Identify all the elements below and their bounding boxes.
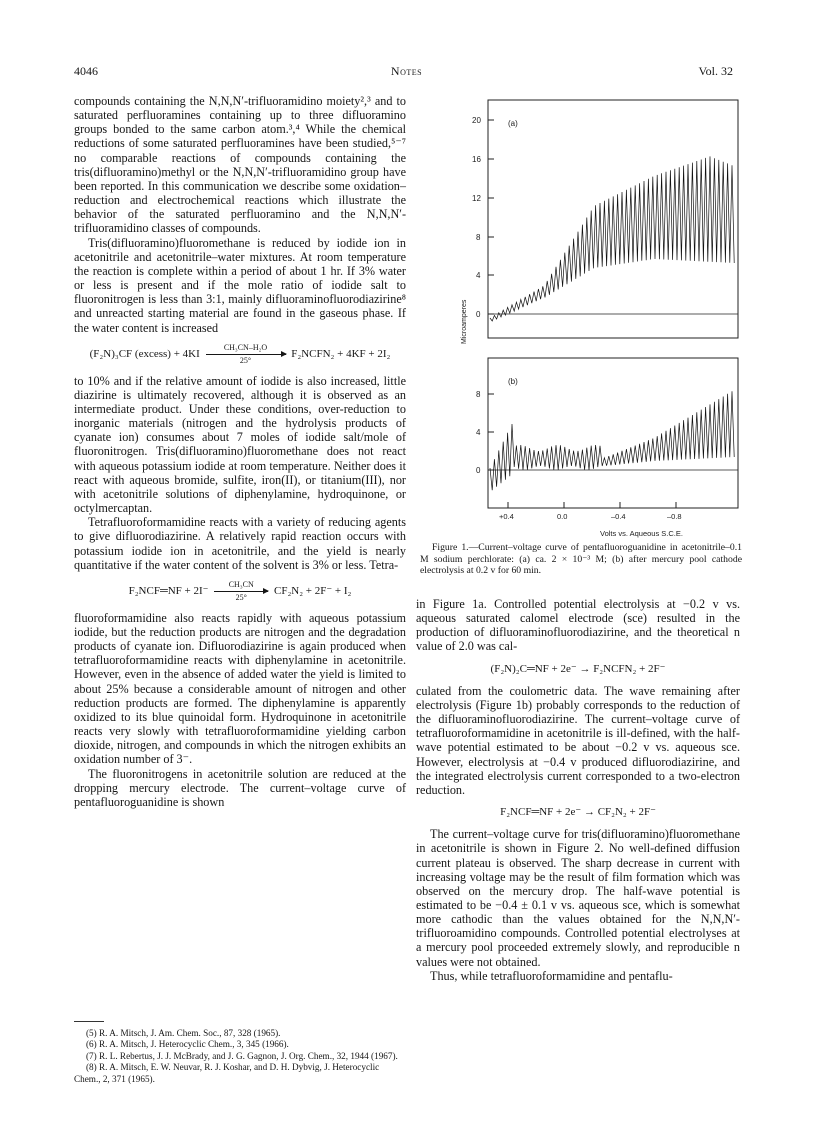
reaction-arrow: $\frac{\text{CH₃CN}}{25^\circ}$ [214, 580, 268, 603]
paragraph: The fluoronitrogens in acetonitrile solution are reduced at the dropping mercury electrode. The current–voltage curve of pentafluoroguanidine is shown [74, 766, 406, 809]
equation: (F₂N)₃CF (excess) + 4KI $\frac{\text{CH₃CN–H₂O}}{25^\circ}$ F₂NCFN₂ + 4KF + 2I₂ [89, 342, 391, 365]
panel-a-frame [488, 100, 738, 338]
tick-label: –0.4 [611, 512, 626, 521]
equation: (F₂N)₂C═NF + 2e⁻ → F₂NCFN₂ + 2F⁻ [490, 662, 666, 675]
panel-b-y-ticks [476, 390, 494, 475]
tick-label: 4 [476, 271, 481, 280]
tick-label: 8 [476, 233, 481, 242]
panel-a-trace [490, 156, 734, 321]
figure-1 [454, 96, 744, 556]
right-column [416, 597, 740, 983]
footnote: (7) R. L. Rebertus, J. J. McBrady, and J. G. Gagnon, J. Org. Chem., 32, 1944 (1967). [86, 1050, 398, 1061]
panel-a-y-ticks [472, 116, 494, 319]
tick-label: 16 [472, 155, 481, 164]
panel-b-trace [490, 391, 734, 490]
paragraph: Tris(difluoramino)fluoromethane is reduced by iodide ion in acetonitrile and acetonitrile–water mixtures. At room temperature the reaction is complete within a period of about 1 hr. If 3% water or less is present and if the mole ratio of iodide salt to fluoronitrogen is less than 3:1, mainly difluoraminofluorodiazirine⁸ and unreacted starting material are found in the gaseous phase. If the water content is increased [74, 235, 406, 335]
paragraph: fluoroformamidine also reacts rapidly with aqueous potassium iodide, but the reduction products are nitrogen and the degradation products of cyanate ion. Difluorodiazirine is again produced when tetrafluoroformamidine reacts with diphenylamine in acetonitrile. However, even in the absence of added water the yield is limited to about 25% because a considerable amount of nitrogen and other reduction products are formed. The diphenylamine is apparently oxidized to its blue quinoidal form. Hydroquinone in acetonitrile reacts very slowly with tetrafluoroformamidine yielding carbon dioxide, nitrogen, and compounds in which the nitrogen exhibits an oxidation number of 3⁻. [74, 610, 406, 767]
equation: F₂NCF═NF + 2I⁻ $\frac{\text{CH₃CN}}{25^\circ}$ CF₂N₂ + 2F⁻ + I₂ [128, 579, 352, 602]
figure-caption: Figure 1.—Current–voltage curve of pentafluoroguanidine in acetonitrile–0.1 M sodium perchlorate: (a) ca. 2 × 10⁻³ M; (b) after mercury pool cathode electrolysis at 0.2 v for 60 min. [420, 542, 742, 576]
tick-label: 20 [472, 116, 481, 125]
tick-label: 0.0 [557, 512, 568, 521]
footnote: (6) R. A. Mitsch, J. Heterocyclic Chem., 3, 345 (1966). [86, 1039, 289, 1050]
tick-label: 0 [476, 310, 481, 319]
x-axis-label: Volts vs. Aqueous S.C.E. [600, 529, 683, 538]
paragraph: Thus, while tetrafluoroformamidine and pentaflu- [430, 968, 673, 983]
tick-label: 12 [472, 194, 481, 203]
left-column [74, 94, 406, 809]
panel-a-label: (a) [508, 119, 518, 128]
running-head: Notes [390, 64, 423, 78]
tick-label: +0.4 [499, 512, 514, 521]
x-ticks [499, 502, 682, 521]
tick-label: 0 [476, 466, 481, 475]
panel-b-label: (b) [508, 377, 518, 386]
paragraph: in Figure 1a. Controlled potential electrolysis at −0.2 v vs. aqueous saturated calomel electrode (sce) resulted in the production of difluoraminofluorodiazirine, and the theoretical n value of 2.0 was cal- [416, 597, 740, 654]
volume-label: Vol. 32 [698, 64, 733, 78]
footnote: (8) R. A. Mitsch, E. W. Neuvar, R. J. Koshar, and D. H. Dybvig, J. Heterocyclic Chem., 2, 371 (1965). [74, 1062, 380, 1084]
y-axis-label: Microamperes [461, 299, 468, 344]
paragraph: The current–voltage curve for tris(difluoramino)fluoromethane in acetonitrile is shown in Figure 2. No well-defined diffusion current plateau is observed. The sharp decrease in current with increasing voltage may be the result of film formation which was observed on the mercury drop. The half-wave potential is estimated to be −0.4 ± 0.1 v vs. aqueous sce, which is somewhat more cathodic than the values obtained for the N,N,N′-trifluoroamidino compounds. Controlled potential electrolyses at a mercury pool proceeded extremely slowly, and reproducible n values were not obtained. [416, 827, 740, 969]
reaction-arrow: $\frac{\text{CH₃CN–H₂O}}{25^\circ}$ [206, 343, 286, 366]
polarogram-plot [454, 96, 744, 556]
page-number: 4046 [74, 64, 98, 78]
paragraph: culated from the coulometric data. The wave remaining after electrolysis (Figure 1b) probably corresponds to the reduction of the difluoraminofluorodiazirine. The current–voltage curve of tetrafluoroformamidine in acetonitrile is ill-defined, with the half-wave potential estimated to be about −0.2 v vs. aqueous sce. However, electrolysis at −0.4 v produced difluorodiazirine, and the integrated electrolysis current corresponded to a two-electron reduction. [416, 683, 740, 797]
paragraph: Tetrafluoroformamidine reacts with a variety of reducing agents to give difluorodiazirine. A relatively rapid reaction occurs with potassium iodide ion in acetonitrile, and the yield is nearly quantitative if the water content of the solvent is 3% or less. Tetra- [74, 515, 406, 572]
tick-label: 4 [476, 428, 481, 437]
footnotes [74, 1021, 406, 1085]
paragraph: compounds containing the N,N,N′-trifluoramidino moiety²,³ and to saturated perfluoramines containing up to three difluoramino groups bonded to the same carbon atom.³,⁴ While the chemical reductions of some saturated perfluoramines have been studied,⁵⁻⁷ no comparable reactions of compounds containing the tris(difluoramino)methyl or the N,N,N′-trifluoramidino group have been reported. In this communication we describe some oxidation–reduction and electrochemical reactions which illustrate the behavior of the saturated perfluoramino and the N,N,N′-trifluoramidino classes of compounds. [74, 94, 406, 236]
paragraph: to 10% and if the relative amount of iodide is also increased, little diazirine is ultimately recovered, although it is observed as an intermediate product. Under these conditions, over-reduction to inorganic materials (nitrogen and the hydrolysis products of cyanate ion) consumes about 7 moles of iodide salt/mole of fluoronitrogen. Tris(difluoramino)fluoromethane does not react with aqueous potassium iodide at room temperature. Neither does it react with aqueous bromide, sulfite, iron(II), or titanium(III), nor with acetonitrile solutions of diphenylamine, hydroquinone, or octylmercaptan. [74, 373, 406, 516]
tick-label: 8 [476, 390, 481, 399]
footnote: (5) R. A. Mitsch, J. Am. Chem. Soc., 87, 328 (1965). [86, 1028, 281, 1038]
equation: F₂NCF═NF + 2e⁻ → CF₂N₂ + 2F⁻ [500, 806, 656, 819]
tick-label: –0.8 [667, 512, 682, 521]
